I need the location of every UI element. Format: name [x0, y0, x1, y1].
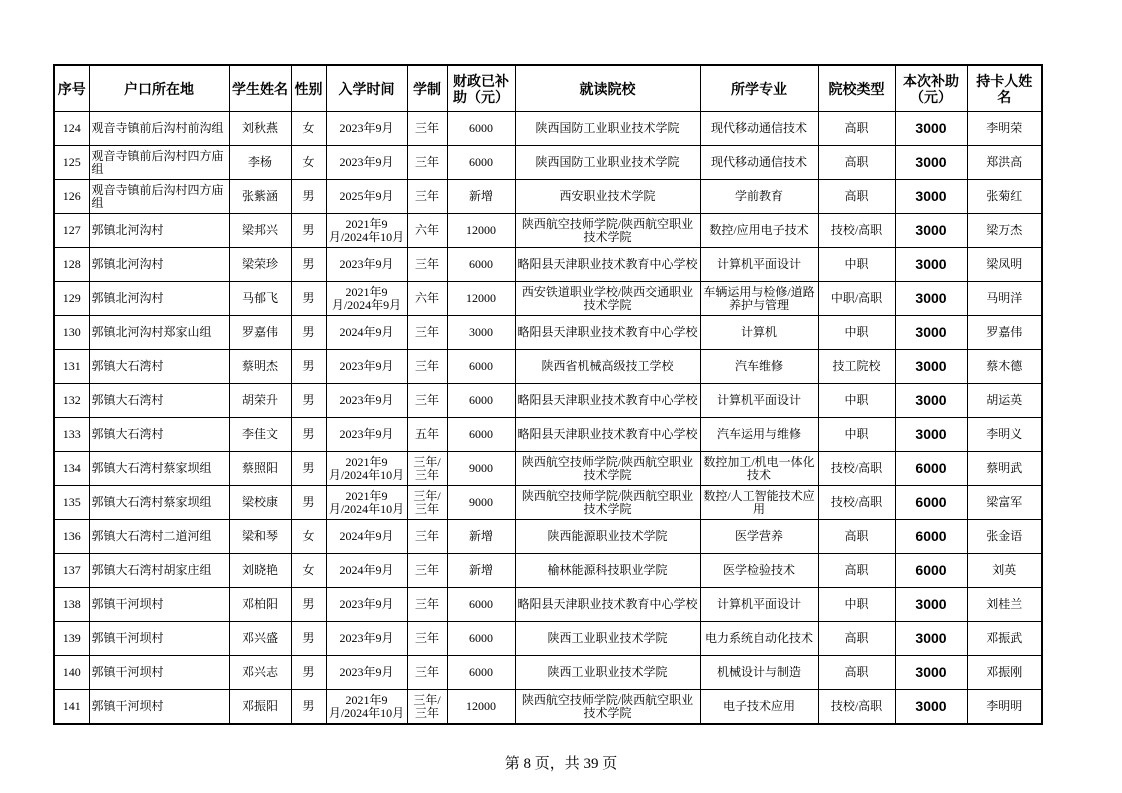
cell-serial: 136	[54, 520, 89, 554]
cell-residence: 郭镇大石湾村	[89, 418, 229, 452]
cell-duration: 三年/三年	[407, 486, 447, 520]
cell-serial: 132	[54, 384, 89, 418]
cell-serial: 137	[54, 554, 89, 588]
cell-school-type: 技校/高职	[818, 214, 895, 248]
cell-duration: 三年/三年	[407, 452, 447, 486]
cell-cardholder: 罗嘉伟	[967, 316, 1042, 350]
cell-cardholder: 蔡木德	[967, 350, 1042, 384]
cell-current-subsidy: 3000	[895, 282, 967, 316]
cell-cardholder: 刘英	[967, 554, 1042, 588]
table-row	[54, 588, 1042, 622]
cell-duration: 三年	[407, 520, 447, 554]
cell-current-subsidy: 3000	[895, 248, 967, 282]
cell-major: 数控加工/机电一体化技术	[700, 452, 818, 486]
cell-serial: 135	[54, 486, 89, 520]
cell-gender: 男	[291, 622, 326, 656]
cell-paid-subsidy: 新增	[447, 180, 515, 214]
cell-duration: 三年/三年	[407, 690, 447, 725]
cell-student-name: 刘秋燕	[229, 112, 291, 146]
cell-cardholder: 张菊红	[967, 180, 1042, 214]
cell-current-subsidy: 3000	[895, 418, 967, 452]
table-row	[54, 350, 1042, 384]
cell-enroll-date: 2023年9月	[326, 350, 407, 384]
cell-current-subsidy: 3000	[895, 214, 967, 248]
cell-cardholder: 李明义	[967, 418, 1042, 452]
cell-major: 现代移动通信技术	[700, 112, 818, 146]
cell-duration: 六年	[407, 214, 447, 248]
cell-serial: 131	[54, 350, 89, 384]
cell-school-type: 高职	[818, 656, 895, 690]
cell-school: 陕西工业职业技术学院	[515, 622, 700, 656]
cell-school: 陕西工业职业技术学院	[515, 656, 700, 690]
cell-student-name: 张紫涵	[229, 180, 291, 214]
cell-enroll-date: 2025年9月	[326, 180, 407, 214]
cell-paid-subsidy: 6000	[447, 350, 515, 384]
cell-school: 陕西航空技师学院/陕西航空职业技术学院	[515, 452, 700, 486]
cell-school: 陕西能源职业技术学院	[515, 520, 700, 554]
cell-residence: 郭镇北河沟村	[89, 248, 229, 282]
cell-enroll-date: 2023年9月	[326, 418, 407, 452]
cell-current-subsidy: 3000	[895, 384, 967, 418]
table-row	[54, 316, 1042, 350]
table-row	[54, 486, 1042, 520]
cell-serial: 124	[54, 112, 89, 146]
cell-student-name: 梁校康	[229, 486, 291, 520]
cell-cardholder: 梁万杰	[967, 214, 1042, 248]
cell-residence: 郭镇大石湾村	[89, 384, 229, 418]
cell-major: 医学营养	[700, 520, 818, 554]
header-enroll-date: 入学时间	[326, 65, 407, 112]
cell-school: 略阳县天津职业技术教育中心学校	[515, 316, 700, 350]
cell-cardholder: 蔡明武	[967, 452, 1042, 486]
cell-paid-subsidy: 6000	[447, 588, 515, 622]
cell-residence: 观音寺镇前后沟村四方庙组	[89, 180, 229, 214]
cell-paid-subsidy: 6000	[447, 146, 515, 180]
cell-serial: 129	[54, 282, 89, 316]
header-student-name: 学生姓名	[229, 65, 291, 112]
cell-current-subsidy: 3000	[895, 316, 967, 350]
cell-school-type: 技工院校	[818, 350, 895, 384]
header-duration: 学制	[407, 65, 447, 112]
cell-duration: 六年	[407, 282, 447, 316]
cell-duration: 三年	[407, 384, 447, 418]
subsidy-table	[53, 64, 1043, 725]
cell-school-type: 高职	[818, 520, 895, 554]
table-row	[54, 112, 1042, 146]
cell-current-subsidy: 3000	[895, 588, 967, 622]
table-row	[54, 282, 1042, 316]
cell-school-type: 技校/高职	[818, 486, 895, 520]
cell-paid-subsidy: 6000	[447, 248, 515, 282]
cell-student-name: 梁和琴	[229, 520, 291, 554]
cell-enroll-date: 2021年9月/2024年10月	[326, 452, 407, 486]
cell-student-name: 李杨	[229, 146, 291, 180]
cell-paid-subsidy: 6000	[447, 112, 515, 146]
cell-major: 电子技术应用	[700, 690, 818, 725]
cell-major: 电力系统自动化技术	[700, 622, 818, 656]
cell-school: 略阳县天津职业技术教育中心学校	[515, 384, 700, 418]
cell-gender: 男	[291, 282, 326, 316]
cell-school-type: 高职	[818, 180, 895, 214]
cell-school: 陕西航空技师学院/陕西航空职业技术学院	[515, 486, 700, 520]
cell-serial: 133	[54, 418, 89, 452]
cell-major: 数控/人工智能技术应用	[700, 486, 818, 520]
cell-cardholder: 梁富军	[967, 486, 1042, 520]
cell-school: 陕西国防工业职业技术学院	[515, 112, 700, 146]
cell-school-type: 高职	[818, 554, 895, 588]
header-residence: 户口所在地	[89, 65, 229, 112]
cell-serial: 139	[54, 622, 89, 656]
cell-residence: 郭镇大石湾村二道河组	[89, 520, 229, 554]
cell-duration: 三年	[407, 350, 447, 384]
cell-residence: 郭镇干河坝村	[89, 656, 229, 690]
cell-student-name: 邓柏阳	[229, 588, 291, 622]
cell-gender: 男	[291, 486, 326, 520]
cell-school-type: 中职	[818, 418, 895, 452]
cell-major: 医学检验技术	[700, 554, 818, 588]
cell-serial: 138	[54, 588, 89, 622]
cell-school-type: 高职	[818, 146, 895, 180]
cell-current-subsidy: 6000	[895, 554, 967, 588]
cell-enroll-date: 2023年9月	[326, 384, 407, 418]
cell-duration: 三年	[407, 588, 447, 622]
cell-student-name: 邓兴盛	[229, 622, 291, 656]
cell-paid-subsidy: 3000	[447, 316, 515, 350]
cell-school: 西安职业技术学院	[515, 180, 700, 214]
cell-major: 数控/应用电子技术	[700, 214, 818, 248]
cell-current-subsidy: 3000	[895, 350, 967, 384]
cell-major: 计算机平面设计	[700, 588, 818, 622]
cell-enroll-date: 2023年9月	[326, 622, 407, 656]
cell-major: 汽车运用与维修	[700, 418, 818, 452]
cell-enroll-date: 2021年9月/2024年10月	[326, 486, 407, 520]
cell-paid-subsidy: 6000	[447, 384, 515, 418]
cell-residence: 郭镇大石湾村	[89, 350, 229, 384]
cell-paid-subsidy: 新增	[447, 554, 515, 588]
cell-cardholder: 刘桂兰	[967, 588, 1042, 622]
cell-school: 西安铁道职业学校/陕西交通职业技术学院	[515, 282, 700, 316]
table-row	[54, 520, 1042, 554]
cell-school: 略阳县天津职业技术教育中心学校	[515, 588, 700, 622]
header-paid-subsidy: 财政已补助（元）	[447, 65, 515, 112]
cell-serial: 140	[54, 656, 89, 690]
cell-duration: 三年	[407, 316, 447, 350]
header-current-subsidy: 本次补助（元）	[895, 65, 967, 112]
cell-gender: 男	[291, 180, 326, 214]
cell-gender: 男	[291, 248, 326, 282]
table-row	[54, 656, 1042, 690]
cell-paid-subsidy: 12000	[447, 690, 515, 725]
cell-current-subsidy: 3000	[895, 656, 967, 690]
cell-gender: 女	[291, 112, 326, 146]
cell-duration: 三年	[407, 180, 447, 214]
cell-gender: 男	[291, 452, 326, 486]
cell-duration: 三年	[407, 112, 447, 146]
cell-cardholder: 马明洋	[967, 282, 1042, 316]
cell-gender: 男	[291, 350, 326, 384]
header-serial: 序号	[54, 65, 89, 112]
cell-duration: 三年	[407, 554, 447, 588]
cell-residence: 郭镇干河坝村	[89, 622, 229, 656]
cell-gender: 男	[291, 316, 326, 350]
cell-enroll-date: 2023年9月	[326, 248, 407, 282]
cell-student-name: 蔡明杰	[229, 350, 291, 384]
table-row	[54, 180, 1042, 214]
cell-current-subsidy: 3000	[895, 146, 967, 180]
table-header-row	[54, 65, 1042, 112]
cell-enroll-date: 2024年9月	[326, 520, 407, 554]
cell-student-name: 梁荣珍	[229, 248, 291, 282]
cell-cardholder: 郑洪高	[967, 146, 1042, 180]
cell-gender: 女	[291, 554, 326, 588]
cell-cardholder: 李明荣	[967, 112, 1042, 146]
cell-cardholder: 胡运英	[967, 384, 1042, 418]
cell-duration: 五年	[407, 418, 447, 452]
cell-student-name: 邓振阳	[229, 690, 291, 725]
cell-paid-subsidy: 12000	[447, 214, 515, 248]
cell-school-type: 中职	[818, 384, 895, 418]
cell-school-type: 中职	[818, 316, 895, 350]
cell-serial: 126	[54, 180, 89, 214]
cell-school: 陕西省机械高级技工学校	[515, 350, 700, 384]
cell-paid-subsidy: 9000	[447, 452, 515, 486]
cell-residence: 郭镇北河沟村	[89, 282, 229, 316]
cell-current-subsidy: 3000	[895, 622, 967, 656]
cell-residence: 郭镇大石湾村蔡家坝组	[89, 452, 229, 486]
cell-paid-subsidy: 6000	[447, 418, 515, 452]
cell-gender: 男	[291, 588, 326, 622]
cell-student-name: 梁邦兴	[229, 214, 291, 248]
cell-student-name: 邓兴志	[229, 656, 291, 690]
cell-school-type: 技校/高职	[818, 452, 895, 486]
cell-duration: 三年	[407, 248, 447, 282]
cell-major: 学前教育	[700, 180, 818, 214]
cell-school-type: 中职	[818, 248, 895, 282]
cell-major: 汽车维修	[700, 350, 818, 384]
cell-cardholder: 邓振刚	[967, 656, 1042, 690]
cell-enroll-date: 2023年9月	[326, 112, 407, 146]
cell-school-type: 中职	[818, 588, 895, 622]
cell-school-type: 技校/高职	[818, 690, 895, 725]
cell-current-subsidy: 3000	[895, 690, 967, 725]
cell-student-name: 李佳文	[229, 418, 291, 452]
cell-enroll-date: 2024年9月	[326, 554, 407, 588]
cell-enroll-date: 2023年9月	[326, 656, 407, 690]
cell-serial: 128	[54, 248, 89, 282]
cell-residence: 郭镇北河沟村	[89, 214, 229, 248]
cell-gender: 男	[291, 690, 326, 725]
cell-residence: 郭镇大石湾村胡家庄组	[89, 554, 229, 588]
header-school: 就读院校	[515, 65, 700, 112]
cell-current-subsidy: 3000	[895, 112, 967, 146]
cell-current-subsidy: 6000	[895, 486, 967, 520]
cell-paid-subsidy: 6000	[447, 656, 515, 690]
cell-major: 现代移动通信技术	[700, 146, 818, 180]
cell-major: 车辆运用与检修/道路养护与管理	[700, 282, 818, 316]
cell-major: 计算机平面设计	[700, 384, 818, 418]
cell-gender: 男	[291, 656, 326, 690]
cell-duration: 三年	[407, 622, 447, 656]
cell-major: 机械设计与制造	[700, 656, 818, 690]
cell-cardholder: 梁凤明	[967, 248, 1042, 282]
cell-gender: 男	[291, 384, 326, 418]
cell-serial: 134	[54, 452, 89, 486]
cell-gender: 女	[291, 520, 326, 554]
cell-school: 略阳县天津职业技术教育中心学校	[515, 418, 700, 452]
cell-serial: 130	[54, 316, 89, 350]
cell-enroll-date: 2024年9月	[326, 316, 407, 350]
cell-cardholder: 张金语	[967, 520, 1042, 554]
cell-residence: 郭镇干河坝村	[89, 690, 229, 725]
cell-residence: 郭镇北河沟村郑家山组	[89, 316, 229, 350]
cell-student-name: 蔡照阳	[229, 452, 291, 486]
cell-student-name: 刘晓艳	[229, 554, 291, 588]
cell-duration: 三年	[407, 656, 447, 690]
table-row	[54, 384, 1042, 418]
table-row	[54, 554, 1042, 588]
cell-residence: 郭镇干河坝村	[89, 588, 229, 622]
cell-gender: 男	[291, 418, 326, 452]
cell-cardholder: 李明明	[967, 690, 1042, 725]
cell-enroll-date: 2021年9月/2024年10月	[326, 214, 407, 248]
header-gender: 性别	[291, 65, 326, 112]
cell-duration: 三年	[407, 146, 447, 180]
cell-residence: 观音寺镇前后沟村四方庙组	[89, 146, 229, 180]
cell-school-type: 高职	[818, 112, 895, 146]
cell-major: 计算机	[700, 316, 818, 350]
table-row	[54, 622, 1042, 656]
cell-enroll-date: 2023年9月	[326, 588, 407, 622]
cell-school-type: 高职	[818, 622, 895, 656]
cell-enroll-date: 2021年9月/2024年9月	[326, 282, 407, 316]
cell-student-name: 胡荣升	[229, 384, 291, 418]
cell-gender: 女	[291, 146, 326, 180]
table-row	[54, 146, 1042, 180]
cell-serial: 141	[54, 690, 89, 725]
cell-student-name: 马郁飞	[229, 282, 291, 316]
cell-school: 陕西航空技师学院/陕西航空职业技术学院	[515, 214, 700, 248]
cell-serial: 125	[54, 146, 89, 180]
cell-school: 榆林能源科技职业学院	[515, 554, 700, 588]
cell-school: 略阳县天津职业技术教育中心学校	[515, 248, 700, 282]
cell-paid-subsidy: 9000	[447, 486, 515, 520]
cell-school: 陕西国防工业职业技术学院	[515, 146, 700, 180]
cell-paid-subsidy: 6000	[447, 622, 515, 656]
cell-school-type: 中职/高职	[818, 282, 895, 316]
cell-paid-subsidy: 新增	[447, 520, 515, 554]
cell-major: 计算机平面设计	[700, 248, 818, 282]
table-row	[54, 248, 1042, 282]
cell-current-subsidy: 3000	[895, 180, 967, 214]
table-row	[54, 214, 1042, 248]
table-row	[54, 690, 1042, 725]
header-cardholder: 持卡人姓名	[967, 65, 1042, 112]
cell-current-subsidy: 6000	[895, 452, 967, 486]
header-school-type: 院校类型	[818, 65, 895, 112]
cell-residence: 郭镇大石湾村蔡家坝组	[89, 486, 229, 520]
cell-paid-subsidy: 12000	[447, 282, 515, 316]
header-major: 所学专业	[700, 65, 818, 112]
cell-residence: 观音寺镇前后沟村前沟组	[89, 112, 229, 146]
table-row	[54, 418, 1042, 452]
cell-enroll-date: 2021年9月/2024年10月	[326, 690, 407, 725]
cell-school: 陕西航空技师学院/陕西航空职业技术学院	[515, 690, 700, 725]
cell-cardholder: 邓振武	[967, 622, 1042, 656]
table-row	[54, 452, 1042, 486]
cell-gender: 男	[291, 214, 326, 248]
cell-enroll-date: 2023年9月	[326, 146, 407, 180]
page-number: 第 8 页，共 39 页	[504, 756, 618, 772]
cell-current-subsidy: 6000	[895, 520, 967, 554]
cell-student-name: 罗嘉伟	[229, 316, 291, 350]
cell-serial: 127	[54, 214, 89, 248]
